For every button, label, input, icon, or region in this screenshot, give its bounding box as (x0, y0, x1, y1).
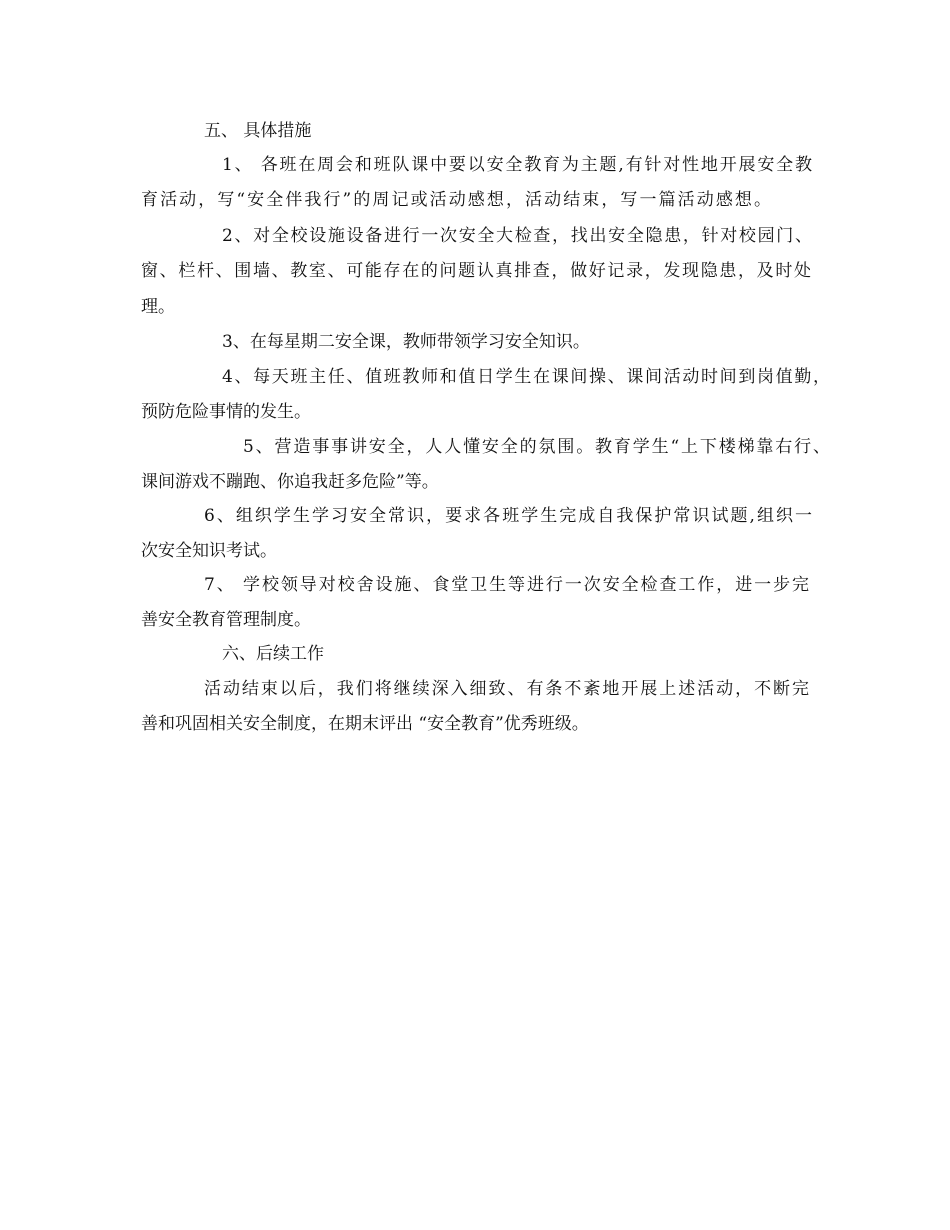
measure-4-line-2: 预防危险事情的发生。 (141, 402, 311, 422)
measure-5-line-1: 5、营造事事讲安全，人人懂安全的氛围。教育学生“上下楼梯靠右行、 (243, 437, 830, 457)
measure-2-line-2: 窗、栏杆、围墙、教室、可能存在的问题认真排查，做好记录，发现隐患，及时处 (141, 261, 811, 281)
measure-5-line-2: 课间游戏不蹦跑、你追我赶多危险”等。 (141, 472, 439, 492)
measure-2-line-3: 理。 (141, 297, 175, 317)
measure-7-line-2: 善安全教育管理制度。 (141, 610, 311, 630)
measure-3-line-1: 3、在每星期二安全课，教师带领学习安全知识。 (222, 332, 590, 352)
section-heading-measures: 五、 具体措施 (204, 121, 312, 141)
measure-2-line-1: 2、对全校设施设备进行一次安全大检查，找出安全隐患，针对校园门、 (222, 226, 812, 246)
section-heading-follow-up: 六、后续工作 (222, 644, 324, 664)
follow-up-line-1: 活动结束以后，我们将继续深入细致、有条不紊地开展上述活动，不断完 (204, 679, 809, 699)
measure-7-line-1: 7、 学校领导对校舍设施、食堂卫生等进行一次安全检查工作，进一步完 (204, 575, 809, 595)
measure-1-line-2: 育活动，写“安全伴我行”的周记或活动感想，活动结束，写一篇活动感想。 (141, 190, 771, 210)
measure-4-line-1: 4、每天班主任、值班教师和值日学生在课间操、课间活动时间到岗值勤， (222, 367, 830, 387)
follow-up-line-2: 善和巩固相关安全制度，在期末评出 “安全教育”优秀班级。 (141, 714, 589, 734)
measure-1-line-1: 1、 各班在周会和班队课中要以安全教育为主题,有针对性地开展安全教 (222, 155, 812, 175)
measure-6-line-2: 次安全知识考试。 (141, 541, 277, 561)
measure-6-line-1: 6、组织学生学习安全常识，要求各班学生完成自我保护常识试题,组织一 (204, 506, 812, 526)
